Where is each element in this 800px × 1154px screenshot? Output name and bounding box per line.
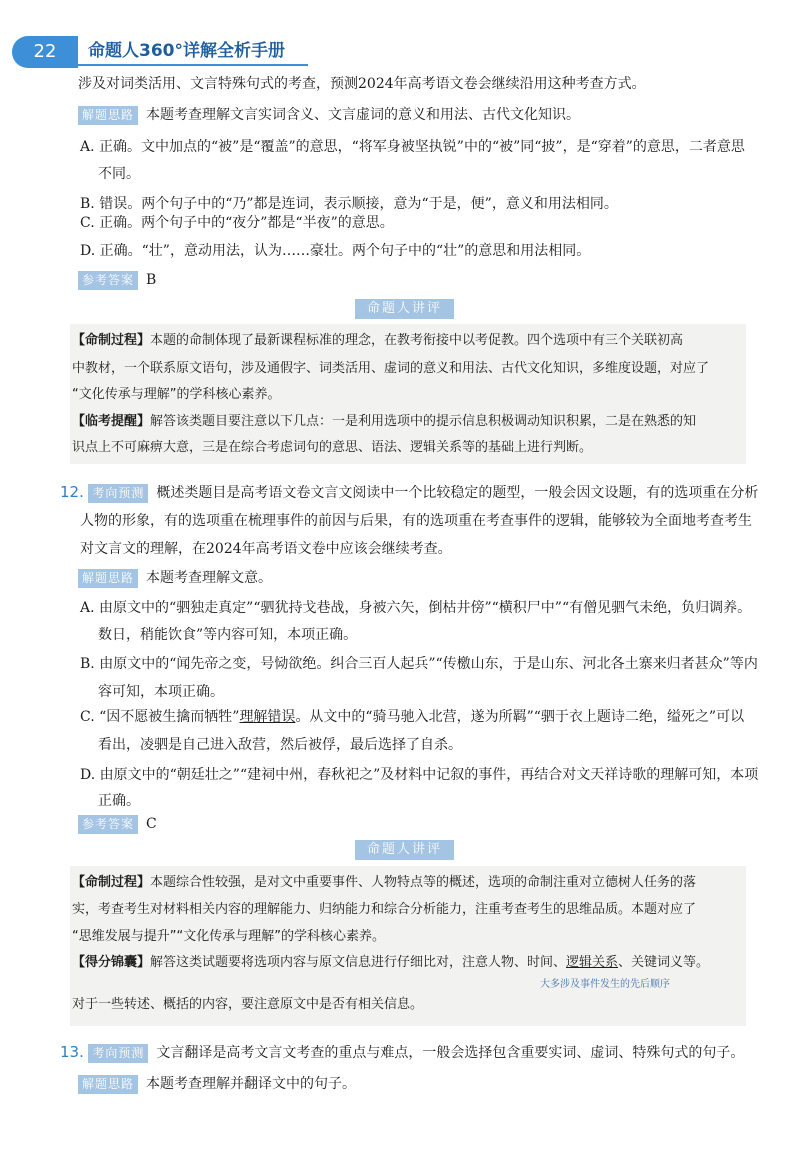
- answer-tag: 参考答案: [78, 815, 138, 834]
- q13-number: 13.: [60, 1043, 84, 1061]
- page-header: [12, 36, 312, 68]
- q11-option-d: D. 正确。“壮”，意动用法，认为……豪壮。两个句子中的“壮”的意思和用法相同。: [80, 243, 591, 259]
- q12-option-d-line1: D. 由原文中的“朝廷壮之”“建祠中州，春秋祀之”及材料中记叙的事件，再结合对文天祥诗歌的理解可知，本项: [80, 767, 759, 783]
- q11-option-a-line2: 不同。: [98, 166, 140, 182]
- approach-tag: 解题思路: [78, 569, 138, 588]
- underlined-text: 逻辑关系: [566, 955, 619, 970]
- q11-comment-tip-line2: 识点上不可麻痹大意，三是在综合考虑词句的意思、语法、逻辑关系等的基础上进行判断。: [72, 440, 593, 455]
- q12-option-b-line1: B. 由原文中的“闻先帝之变，号恸欲绝。纠合三百人起兵”“传檄山东，于是山东、河北各土寨来归者甚众”等内: [80, 656, 758, 672]
- q13-approach: 解题思路 本题考查理解并翻译文中的句子。: [78, 1070, 356, 1098]
- q12-comment-box: [70, 866, 746, 1026]
- q12-comment-process-line1: 【命制过程】本题综合性较强，是对文中重要事件、人物特点等的概述，选项的命制注重对立德树人任务的落: [72, 875, 697, 890]
- q11-comment-box: [70, 324, 746, 464]
- q12-comment-tips-line2: 对于一些转述、概括的内容，要注意原文中是否有相关信息。: [72, 997, 424, 1012]
- q12-predict-line2: 人物的形象，有的选项重在梳理事件的前因与后果，有的选项重在考查事件的逻辑，能够较为全面地考查考生: [80, 513, 752, 529]
- q12-option-d-line2: 正确。: [98, 793, 140, 809]
- intro-paragraph: 涉及对词类活用、文言特殊句式的考查，预测2024年高考语文卷会继续沿用这种考查方式。: [78, 76, 646, 92]
- q12-comment-tips-line1: 【得分锦囊】解答这类试题要将选项内容与原文信息进行仔细比对，注意人物、时间、逻辑关系、关键词义等。: [72, 955, 710, 970]
- q11-comment-process-line3: “文化传承与理解”的学科核心素养。: [72, 387, 281, 402]
- q11-answer: 参考答案 B: [78, 266, 156, 294]
- header-rule: [78, 64, 308, 66]
- q12-option-b-line2: 容可知，本项正确。: [98, 684, 224, 700]
- book-title: 命题人360°详解全析手册: [88, 41, 285, 61]
- q11-option-b: B. 错误。两个句子中的“乃”都是连词，表示顺接，意为“于是，便”，意义和用法相同。: [80, 196, 618, 212]
- q11-comment-process-line2: 中教材，一个联系原文语句，涉及通假字、词类活用、虚词的意义和用法、古代文化知识，多维度设题，对应了: [72, 361, 710, 376]
- q11-option-a-line1: A. 正确。文中加点的“被”是“覆盖”的意思，“将军身被坚执锐”中的“被”同“披”，是“穿着”的意思，二者意思: [80, 139, 745, 155]
- q11-comment-banner: 命题人讲评: [355, 299, 454, 319]
- q13-predict: 13. 考向预测 文言翻译是高考文言文考查的重点与难点，一般会选择包含重要实词、虚词、特殊句式的句子。: [60, 1043, 745, 1061]
- q12-approach: 解题思路 本题考查理解文意。: [78, 564, 272, 592]
- predict-tag: 考向预测: [88, 484, 148, 503]
- approach-tag: 解题思路: [78, 1075, 138, 1094]
- q12-option-c-line1: C. “因不愿被生擒而牺牲”理解错误。从文中的“骑马驰入北营，遂为所羁”“驷于衣上题诗二绝，缢死之”可以: [80, 709, 745, 725]
- q11-option-c: C. 正确。两个句子中的“夜分”都是“半夜”的意思。: [80, 215, 394, 231]
- q12-answer: 参考答案 C: [78, 810, 157, 838]
- q11-comment-tip-line1: 【临考提醒】解答该类题目要注意以下几点：一是利用选项中的提示信息积极调动知识积累，二是在熟悉的知: [72, 414, 697, 429]
- underlined-text: 理解错误: [239, 709, 296, 725]
- q12-comment-banner: 命题人讲评: [355, 840, 454, 860]
- q12-predict-line3: 对文言文的理解，在2024年高考语文卷中应该会继续考查。: [80, 541, 452, 557]
- predict-tag: 考向预测: [88, 1044, 148, 1063]
- answer-tag: 参考答案: [78, 271, 138, 290]
- q12-number: 12.: [60, 483, 84, 501]
- q12-comment-process-line2: 实，考查考生对材料相关内容的理解能力、归纳能力和综合分析能力，注重考查考生的思维品质。本题对应了: [72, 902, 697, 917]
- q12-option-c-line2: 看出，凌驷是自己进入敌营，然后被俘，最后选择了自杀。: [98, 737, 462, 753]
- approach-tag: 解题思路: [78, 106, 138, 125]
- q12-comment-process-line3: “思维发展与提升”“文化传承与理解”的学科核心素养。: [72, 929, 385, 944]
- q12-predict-line1: 12. 考向预测 概述类题目是高考语文卷文言文阅读中一个比较稳定的题型，一般会因文设题，有的选项重在分析: [60, 483, 759, 501]
- q12-option-a-line2: 数日，稍能饮食”等内容可知，本项正确。: [98, 627, 358, 643]
- page-number: 22: [33, 41, 57, 62]
- q12-option-a-line1: A. 由原文中的“驷独走真定”“驷犹持戈巷战，身被六矢，倒枯井傍”“横积尸中”“有僧见驷气未绝，负归调养。: [80, 600, 752, 616]
- handwritten-note: 大多涉及事件发生的先后顺序: [540, 979, 670, 990]
- q11-comment-process-line1: 【命制过程】本题的命制体现了最新课程标准的理念，在教考衔接中以考促教。四个选项中有三个关联初高: [72, 333, 684, 348]
- q11-approach: 解题思路 本题考查理解文言实词含义、文言虚词的意义和用法、古代文化知识。: [78, 101, 580, 129]
